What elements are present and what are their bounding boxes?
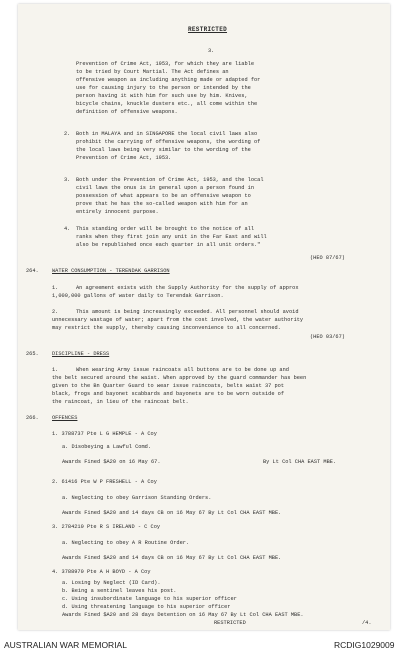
archive-id: RCDIG1029009 [334, 640, 395, 650]
section-number: 265. [26, 351, 39, 357]
offence-charge: a. Neglecting to obey A R Routine Order. [62, 540, 190, 546]
offence-heading: 4. 3788970 Pte A H BOYD - A Coy [52, 569, 151, 575]
text-line: 1,000,000 gallons of water daily to Terendak Garrison. [52, 293, 224, 299]
text-line: person having it with him for such use by him. Knives, [76, 93, 248, 99]
offence-award: Awards Fined $A20 and 28 days Detention on 16 May 67 By Lt Col CHA EAST MBE. [62, 612, 304, 618]
document-page [18, 4, 390, 630]
text-line: also be republished once each quarter in all unit orders." [76, 242, 261, 248]
reference-number: (HEO 03/67) [310, 334, 345, 340]
text-line: possession of what appears to be an offensive weapon to [76, 193, 251, 199]
text-line: the belt secured around the waist. When approved by the guard commander has been [52, 375, 307, 381]
text-line: bicycle chains, knuckle dusters etc., all come within the [76, 101, 258, 107]
offence-heading: 3. 2784210 Pte R S IRELAND - C Coy [52, 524, 161, 530]
text-line: use for causing injury to the person or intended by the [76, 85, 251, 91]
text-line: Prevention of Crime Act, 1953, for which they are liable [76, 61, 255, 67]
reference-number: (HEO 87/67) [310, 255, 345, 261]
section-title: WATER CONSUMPTION - TERENDAK GARRISON [52, 268, 170, 274]
item-number: 4. [64, 226, 71, 232]
text-line: This standing order will be brought to the notice of all [76, 226, 255, 232]
text-line: the raincoat, in lieu of the raincoat belt. [52, 399, 189, 405]
text-line: Both in MALAYA and in SINGAPORE the local civil laws also [76, 131, 258, 137]
text-line: prove that he has the so-called weapon with him for an [76, 201, 248, 207]
offence-award: Awards Fined $A20 and 14 days CB on 16 May 67 By Lt Col CHA EAST MBE. [62, 510, 282, 516]
text-line: definition of offensive weapons. [76, 109, 178, 115]
offence-authority: By Lt Col CHA EAST MBE. [263, 459, 337, 465]
offence-heading: 2. 61416 Pte W P FRESHELL - A Coy [52, 479, 157, 485]
text-line: civil laws the onus is in general upon a person found in [76, 185, 255, 191]
offence-charge: c. Using insubordinate language to his superior officer [62, 596, 237, 602]
text-line: offensive weapon as including anything made or adapted for [76, 77, 261, 83]
text-line: Both under the Prevention of Crime Act, 1953, and the local [76, 177, 264, 183]
text-line: may restrict the supply, thereby causing inconvenience to all concerned. [52, 325, 281, 331]
text-line: An agreement exists with the Supply Authority for the supply of approx [76, 285, 299, 291]
text-line: the local laws being very similar to the wording of the [76, 147, 251, 153]
item-number: 2. [64, 131, 71, 137]
text-line: This amount is being increasingly exceeded. All personnel should avoid [76, 309, 299, 315]
para-number: 2. [52, 309, 59, 315]
section-number: 264. [26, 268, 39, 274]
text-line: to be tried by Court Martial. The Act defines an [76, 69, 229, 75]
offence-charge: a. Neglecting to obey Garrison Standing Orders. [62, 495, 212, 501]
offence-charge: b. Being a sentinel leaves his post. [62, 588, 177, 594]
classification-header: RESTRICTED [188, 26, 228, 33]
section-title: OFFENCES [52, 415, 78, 421]
classification-footer: RESTRICTED [214, 620, 246, 626]
section-number: 266. [26, 415, 39, 421]
offence-heading: 1. 3788737 Pte L G HEMPLE - A Coy [52, 431, 157, 437]
item-number: 3. [64, 177, 71, 183]
section-title: DISCIPLINE - DRESS [52, 351, 110, 357]
offence-charge: d. Using threatening language to his superior officer [62, 604, 231, 610]
page-number: 3. [208, 48, 215, 54]
para-number: 1. [52, 367, 59, 373]
offence-charge: a. Disobeying a Lawful Comd. [62, 444, 152, 450]
para-number: 1. [52, 285, 59, 291]
text-line: given to the Bn Quarter Guard to wear issue raincoats, belts waist 37 pot [52, 383, 285, 389]
offence-charge: a. Losing by Neglect (ID Card). [62, 580, 161, 586]
text-line: Prevention of Crime Act, 1953. [76, 155, 172, 161]
text-line: unnecessary wastage of water; apart from the cost involved, the water authority [52, 317, 304, 323]
next-page-marker: /4. [362, 620, 372, 626]
text-line: prohibit the carrying of offensive weapons, the wording of [76, 139, 261, 145]
text-line: When wearing Army issue raincoats all buttons are to be done up and [76, 367, 289, 373]
text-line: ranks when they first join any unit in the Far East and will [76, 234, 267, 240]
offence-award: Awards Fined $A20 on 16 May 67. [62, 459, 161, 465]
text-line: entirely innocent purpose. [76, 209, 159, 215]
offence-award: Awards Fined $A20 and 14 days CB on 16 May 67 By Lt Col CHA EAST MBE. [62, 555, 282, 561]
archive-credit: AUSTRALIAN WAR MEMORIAL [4, 640, 127, 650]
text-line: black, frogs and bayonet scabbards and bayonets are to be worn outside of [52, 391, 285, 397]
